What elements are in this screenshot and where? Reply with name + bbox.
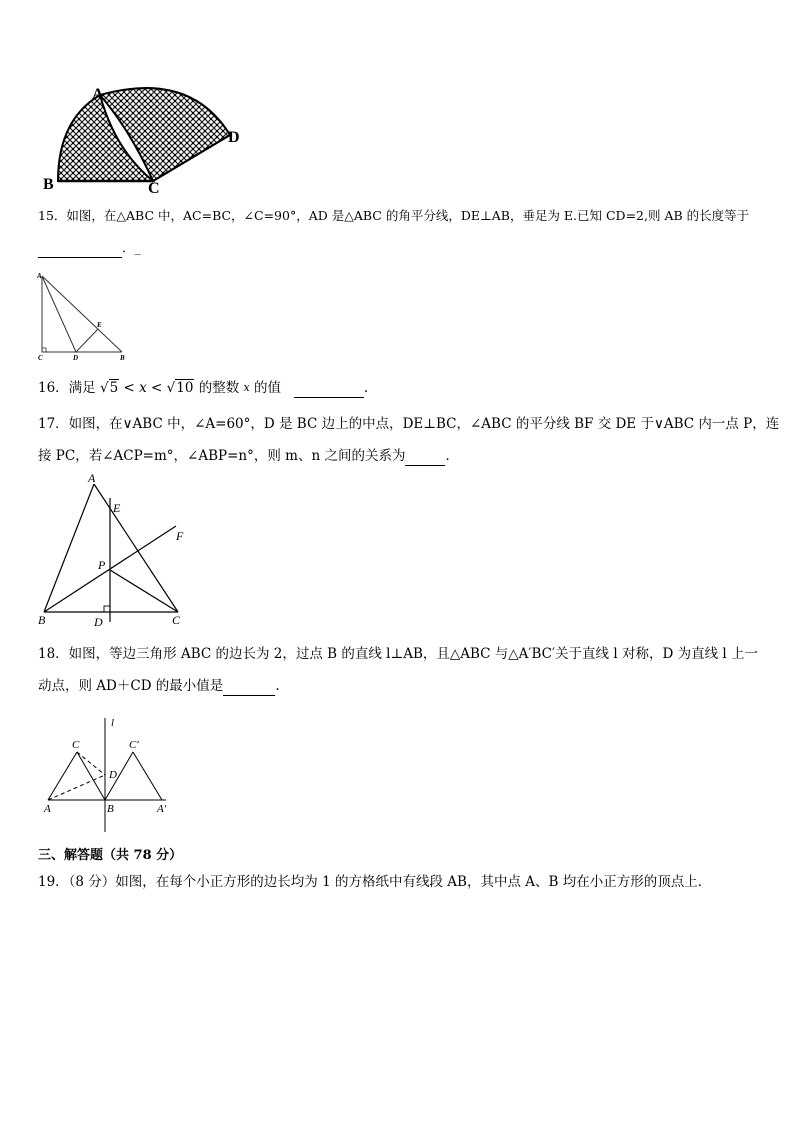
answer-blank[interactable]	[294, 382, 364, 398]
q18-line1: 18．如图，等边三角形 ABC 的边长为 2，过点 B 的直线 l⊥AB，且△ABC 与△A′BC′关于直线 l 对称，D 为直线 l 上一	[38, 646, 758, 662]
q17-line1: 17．如图，在∨ABC 中，∠A=60°，D 是 BC 边上的中点，DE⊥BC，∠ABC 的平分线 BF 交 DE 于∨ABC 内一点 P，连	[38, 416, 780, 432]
label-B: B	[120, 354, 125, 362]
label-C: C	[172, 613, 181, 627]
q19-text: 19．（8 分）如图，在每个小正方形的边长均为 1 的方格纸中有线段 AB，其中点 A、B 均在小正方形的顶点上．	[38, 874, 712, 890]
q18-figure	[40, 712, 180, 834]
answer-blank[interactable]	[38, 241, 122, 258]
label-D: D	[94, 615, 103, 628]
q15-figure	[34, 270, 134, 362]
label-A: A	[37, 272, 42, 280]
answer-blank[interactable]	[223, 680, 275, 696]
sqrt-5: √5	[99, 380, 119, 396]
label-E: E	[113, 501, 121, 515]
label-F: F	[176, 529, 184, 543]
q17-line2: 接 PC，若∠ACP=m°，∠ABP=n°，则 m、n 之间的关系为 ．	[38, 448, 459, 464]
label-D: D	[73, 354, 79, 362]
label-P: P	[98, 558, 106, 572]
q17-figure	[34, 472, 194, 628]
label-B: B	[107, 803, 114, 815]
q15-text: 15．如图，在△ABC 中，AC=BC，∠C=90°，AD 是△ABC 的角平分线，DE⊥AB，垂足为 E.已知 CD=2,则 AB 的长度等于	[38, 208, 750, 223]
label-C: C	[38, 354, 43, 362]
label-A: A	[88, 472, 96, 485]
q16-text: 16．满足 √5 < x < √10 的整数 $^x$ 的值 .	[38, 380, 369, 396]
label-l: l	[111, 717, 115, 729]
section-title: 三、解答题（共 78 分）	[38, 848, 183, 863]
answer-blank[interactable]	[405, 450, 445, 466]
sqrt-10: √10	[166, 380, 194, 396]
label-A: A	[92, 86, 104, 103]
q15-answer-line: ．_	[38, 238, 141, 258]
label-A-prime: A′	[157, 803, 167, 815]
sector-figure	[40, 80, 260, 200]
q18-line2: 动点，则 AD＋CD 的最小值是 .	[38, 678, 280, 694]
label-C: C	[148, 180, 160, 197]
label-B: B	[43, 176, 54, 193]
label-D: D	[109, 769, 117, 781]
label-C: C	[72, 739, 80, 751]
label-D: D	[228, 129, 240, 146]
label-B: B	[38, 613, 46, 627]
label-C-prime: C′	[129, 739, 139, 751]
label-A: A	[44, 803, 51, 815]
label-E: E	[97, 321, 102, 329]
